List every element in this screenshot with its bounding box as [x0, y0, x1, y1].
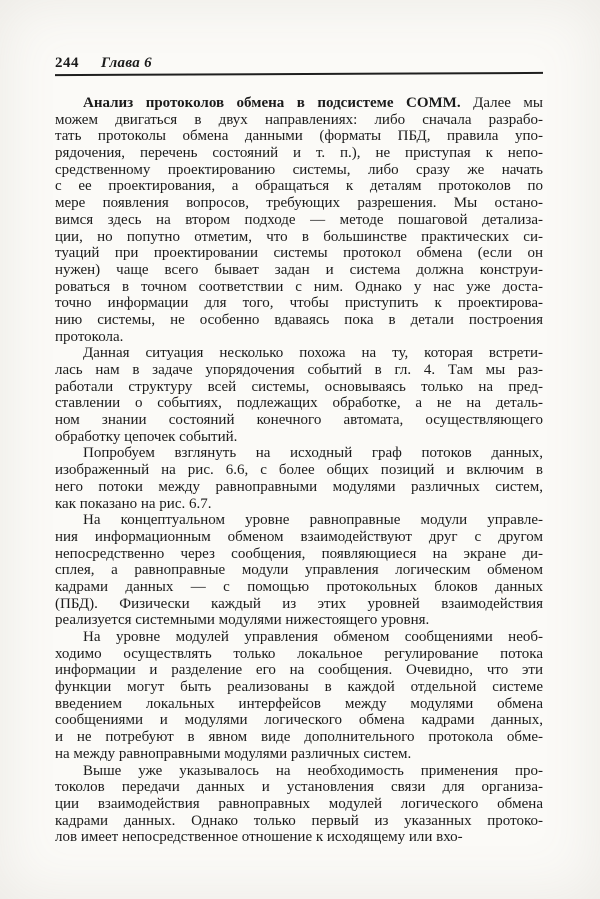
- chapter-title: Глава 6: [101, 55, 152, 71]
- text-line: тать протоколы обмена данными (форматы ПБД, правила упо-: [55, 128, 543, 145]
- text-line: точно информации для того, чтобы приступить к проектирова-: [55, 295, 543, 312]
- text-line: протокола.: [55, 328, 124, 345]
- text-line: вимся здесь на втором подходе — методе пошаговой детализа-: [55, 211, 543, 228]
- text-line: обработку цепочек событий.: [55, 428, 238, 445]
- text-line: лась нам в задаче упорядочения событий в гл. 4. Там мы раз-: [55, 362, 543, 378]
- text-line: нужен) чаще всего бывает задан и система должна конструи-: [55, 261, 543, 278]
- text-line: На уровне модулей управления обменом сообщениями необ-: [83, 629, 543, 645]
- text-line: мере появления вопросов, требующих разрешения. Мы остано-: [55, 195, 543, 212]
- text-line: функции могут быть реализованы в каждой отдельной системе: [55, 679, 543, 696]
- header-rule: [55, 72, 543, 76]
- page-number: 244: [55, 55, 79, 71]
- paragraph: [55, 445, 543, 512]
- text-line: сплея, а равноправные модули управления логическим обменом: [55, 562, 543, 579]
- text-line: ции взаимодействия равноправных модулей логического обмена: [55, 795, 543, 812]
- text-line: как показано на рис. 6.7.: [55, 495, 212, 512]
- text-line: Попробуем взглянуть на исходный граф потоков данных,: [83, 445, 543, 462]
- text-line: кадрами данных. Однако только первый из указанных протоко-: [55, 812, 543, 829]
- text-line: на между равноправными модулями различных систем.: [55, 745, 412, 762]
- text-line: введением локальных интерфейсов между модулями обмена: [55, 695, 543, 712]
- page-text: [55, 95, 543, 846]
- text-line: и не потребуют в явном виде дополнительного протокола обме-: [55, 729, 543, 746]
- text-line: ходимо осуществлять только локальное регулирование потока: [55, 645, 543, 662]
- text-line: рядочения, перечень состояний и т. п.), не приступая к непо-: [55, 145, 543, 162]
- text-line: ции, но попутно отметим, что в большинстве практических си-: [55, 228, 543, 245]
- paragraph: [55, 629, 543, 763]
- text-line: нию системы, не особенно вдаваясь пока в детали построения: [55, 311, 543, 328]
- text-line: средственному проектированию системы, либо сразу же начать: [55, 161, 543, 178]
- paragraph: [55, 95, 543, 345]
- text-line: ставлении о событиях, подлежащих обработке, а не на деталь-: [55, 395, 543, 412]
- text-line: информации и разделение его на сообщения. Очевидно, что эти: [55, 662, 543, 679]
- bold-run: Анализ протоколов обмена в подсистеме COMM.: [83, 95, 461, 111]
- text-line: На концептуальном уровне равноправные модули управле-: [83, 512, 543, 529]
- text-line: (ПБД). Физически каждый из этих уровней взаимодействия: [55, 595, 543, 612]
- text-line: токолов передачи данных и установления связи для организа-: [55, 779, 543, 796]
- text-line: можем двигаться в двух направлениях: либо сначала разрабо-: [55, 111, 543, 128]
- text-line: реализуется системными модулями нижестоящего уровня.: [55, 612, 430, 629]
- text-line: работали структуру всей системы, основываясь только на пред-: [55, 378, 543, 395]
- text-line: Данная ситуация несколько похожа на ту, которая встрети-: [83, 345, 543, 362]
- text-line: роваться в точном соответствии с ним. Однако у нас уже доста-: [55, 278, 543, 295]
- page-header: [55, 55, 543, 71]
- text-line: Выше уже указывалось на необходимость применения про-: [83, 762, 543, 779]
- paragraph: [55, 763, 543, 846]
- text-line: кадрами данных — с помощью протокольных блоков данных: [55, 578, 543, 595]
- paragraph: [55, 512, 543, 629]
- text-line: сообщениями и модулями логического обмена кадрами данных,: [55, 712, 543, 729]
- text-line: с ее проектирования, а обращаться к деталям протоколов по: [55, 178, 543, 195]
- text-run: Далее мы: [460, 95, 543, 111]
- text-line: туаций при проектировании системы протокол обмена (если он: [55, 245, 543, 262]
- text-line: ния информационным обменом взаимодействуют друг с другом: [55, 528, 543, 545]
- text-line: него потоки между равноправными модулями различных систем,: [55, 478, 543, 495]
- text-line: непосредственно через сообщения, появляющиеся на экране ди-: [55, 545, 543, 562]
- text-line: ном знании состояний конечного автомата, осуществляющего: [55, 412, 543, 429]
- text-line: [55, 95, 543, 112]
- text-line: изображенный на рис. 6.6, с более общих позиций и включим в: [55, 462, 543, 479]
- text-line: лов имеет непосредственное отношение к исходящему или вхо-: [55, 829, 463, 846]
- paragraph: [55, 345, 543, 445]
